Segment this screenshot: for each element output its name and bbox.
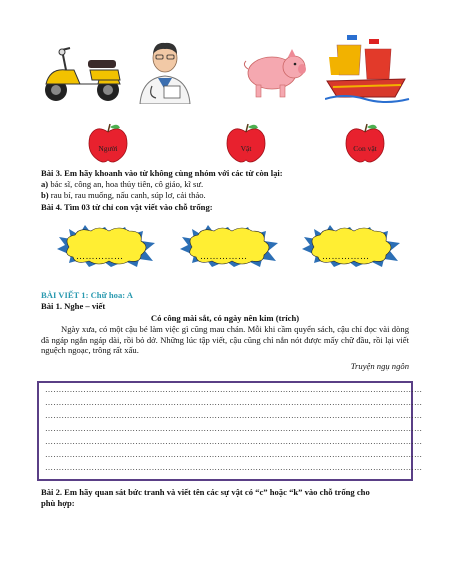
writing-line[interactable]: ………………………………………………………………………………………………………………………… (45, 398, 423, 407)
apple-label-nguoi: Người (98, 144, 118, 153)
scooter-picture (40, 40, 125, 105)
pig-picture (242, 45, 307, 100)
story-title: Có công mài sắt, có ngày nên kim (trích) (150, 313, 300, 323)
ship-picture (325, 35, 410, 105)
cloud-answer-box-3 (300, 223, 402, 269)
apple-icon (343, 122, 387, 164)
writing-line[interactable]: ………………………………………………………………………………………………………………………… (45, 385, 423, 394)
bai3-b-text: rau bí, rau muống, nấu canh, súp lơ, cải thảo. (48, 190, 206, 200)
writing-box[interactable] (37, 381, 423, 481)
bai3-title: Bài 3. Em hãy khoanh vào từ không cùng nhóm với các từ còn lại: (41, 168, 283, 178)
apple-label-con-vat: Con vật (353, 144, 377, 153)
writing-line[interactable]: ………………………………………………………………………………………………………………………… (45, 424, 423, 433)
bai2-title-line1: Bài 2. Em hãy quan sát bức tranh và viết tên các sự vật có “c” hoặc “k” vào chỗ trống cho (41, 487, 370, 497)
bai4-title: Bài 4. Tìm 03 từ chỉ con vật viết vào chỗ trống: (41, 202, 213, 212)
writing-line[interactable]: ………………………………………………………………………………………………………………………… (45, 450, 423, 459)
bai2-title-line2: phù hợp: (41, 498, 75, 508)
doctor-picture (134, 38, 196, 104)
apple-icon (224, 122, 268, 164)
writing-line[interactable]: ………………………………………………………………………………………………………………………… (45, 463, 423, 472)
cloud-answer-box-1 (55, 223, 157, 269)
story-source: Truyện ngụ ngôn (350, 361, 409, 371)
section-heading: BÀI VIẾT 1: Chữ hoa: A (41, 290, 133, 300)
story-body: Ngày xưa, có một cậu bé làm việc gì cũng mau chán. Mỗi khi cầm quyển sách, cậu chỉ đọc vài dòng đã ngáp ngắn ngáp dài, rồi bỏ dở. Những lúc tập viết, cậu cũng chỉ nắn nót được mấy chữ đầu, rồi lại viết nguệch ngoạc, trông rất xấu. (41, 324, 409, 356)
writing-line[interactable]: ………………………………………………………………………………………………………………………… (45, 411, 423, 420)
bai4-blank-1[interactable]: …………… (76, 251, 124, 261)
bai4-blank-3[interactable]: …………… (322, 251, 370, 261)
writing-line[interactable]: ………………………………………………………………………………………………………………………… (45, 437, 423, 446)
bai3-b-prefix: b) (41, 190, 49, 200)
apple-icon (86, 122, 130, 164)
bai3-a-text: bác sĩ, công an, hoa thủy tiên, cô giáo, kĩ sư. (48, 179, 204, 189)
bai1-title: Bài 1. Nghe – viết (41, 301, 106, 311)
bai3-option-b (41, 190, 206, 200)
bai3-a-prefix: a) (41, 179, 49, 189)
bai3-option-a (41, 179, 203, 189)
apple-label-vat: Vật (240, 144, 252, 153)
bai4-blank-2[interactable]: …………… (200, 251, 248, 261)
cloud-answer-box-2 (178, 223, 280, 269)
